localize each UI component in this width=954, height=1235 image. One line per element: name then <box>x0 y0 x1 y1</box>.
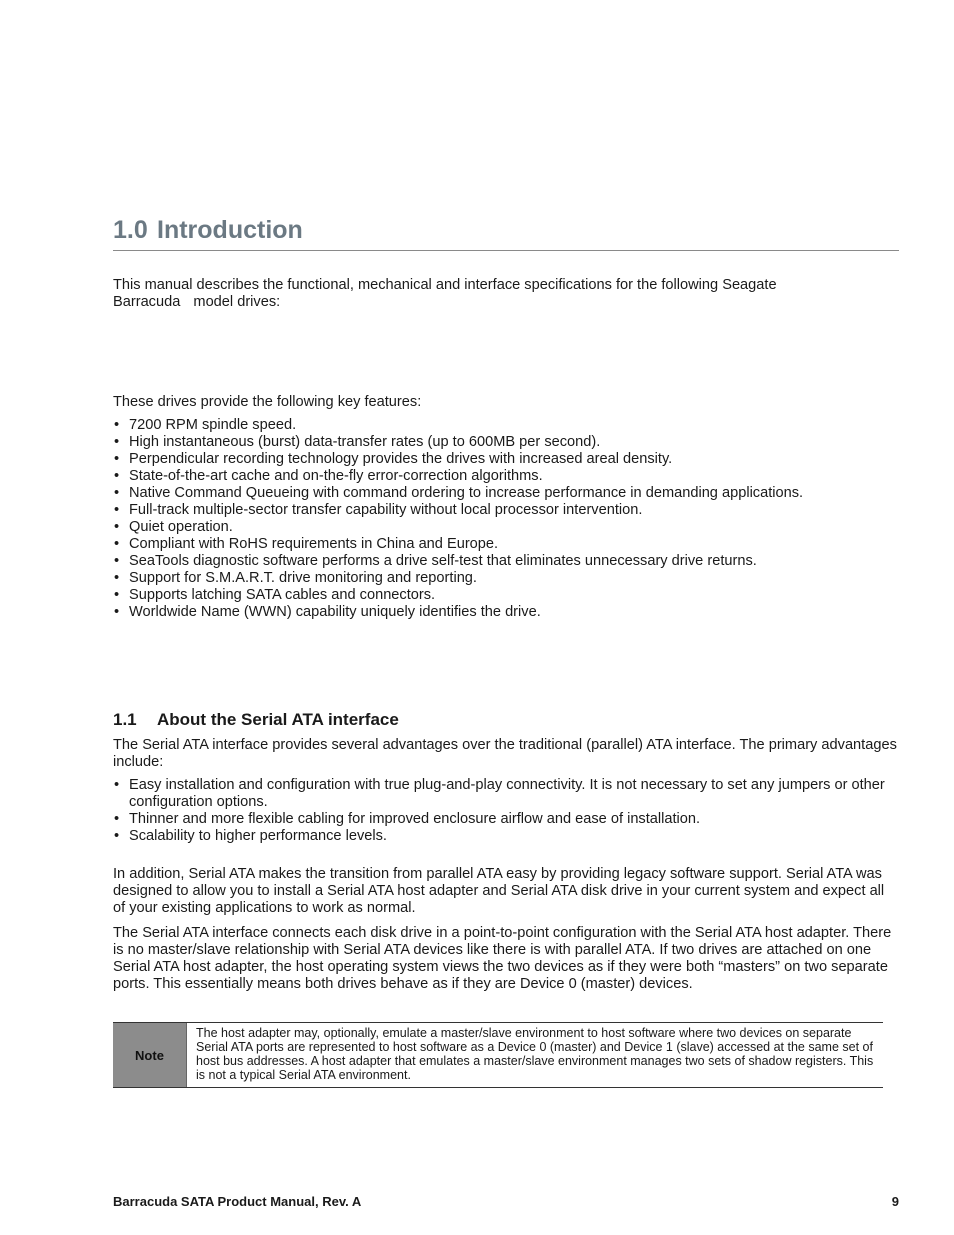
subsection-number: 1.1 <box>113 710 137 729</box>
intro-line-2b: model drives: <box>193 294 281 310</box>
list-item: • Scalability to higher performance levels. <box>113 828 899 845</box>
list-item: • Compliant with RoHS requirements in China and Europe. <box>113 536 899 553</box>
list-item: • SeaTools diagnostic software performs a drive self-test that eliminates unnecessary drive returns. <box>113 553 899 570</box>
subsection-title: About the Serial ATA interface <box>157 710 399 729</box>
list-item: • Perpendicular recording technology provides the drives with increased areal density. <box>113 451 899 468</box>
note-box <box>113 1022 883 1088</box>
features-lead: These drives provide the following key features: <box>113 394 422 410</box>
legacy-support-paragraph: In addition, Serial ATA makes the transition from parallel ATA easy by providing legacy software support. Serial ATA was designed to allow you to install a Serial ATA host adapter and Serial ATA disk drive in your current system and expect all of your existing applications to work as normal. <box>113 866 885 916</box>
point-to-point-paragraph: The Serial ATA interface connects each disk drive in a point-to-point configuration with the Serial ATA host adapter. There is no master/slave relationship with Serial ATA devices like there is with parallel ATA. If two drives are attached on one Serial ATA host adapter, the host operating system views the two devices as if they were both “masters” on two separate ports. This essentially means both drives behave as if they are Device 0 (master) devices. <box>113 925 892 992</box>
list-item: • Full-track multiple-sector transfer capability without local processor intervention. <box>113 502 899 519</box>
note-text: The host adapter may, optionally, emulate a master/slave environment to host software where two devices on separate Serial ATA ports are represented to host software as a Device 0 (master) and Device 1 (slave) accessed at the same set of host bus addresses. A host adapter that emulates a master/slave environment manages two sets of shadow registers. This is not a typical Serial ATA environment. <box>196 1026 874 1082</box>
note-label: Note <box>113 1023 187 1087</box>
list-item: • Quiet operation. <box>113 519 899 536</box>
intro-line-2a: Barracuda <box>113 294 181 310</box>
section-number: 1.0 <box>113 216 148 244</box>
list-item: • Native Command Queueing with command ordering to increase performance in demanding applications. <box>113 485 899 502</box>
sata-lead-paragraph: The Serial ATA interface provides several advantages over the traditional (parallel) ATA interface. The primary advantages include: <box>113 737 897 770</box>
intro-line-1: This manual describes the functional, mechanical and interface specifications for the following Seagate <box>113 277 777 293</box>
list-item: • Supports latching SATA cables and connectors. <box>113 587 899 604</box>
subsection-heading-sata <box>113 709 399 731</box>
section-title: Introduction <box>157 216 303 244</box>
intro-paragraph <box>113 277 899 311</box>
list-item: • Easy installation and configuration with true plug-and-play connectivity. It is not necessary to set any jumpers or other configuration options. <box>113 777 899 811</box>
section-heading-introduction <box>113 214 899 251</box>
page-number: 9 <box>891 1194 899 1209</box>
list-item: • Worldwide Name (WWN) capability uniquely identifies the drive. <box>113 604 899 621</box>
features-list <box>113 417 899 621</box>
list-item: • Support for S.M.A.R.T. drive monitoring and reporting. <box>113 570 899 587</box>
list-item: • Thinner and more flexible cabling for improved enclosure airflow and ease of installation. <box>113 811 899 828</box>
list-item: • High instantaneous (burst) data-transfer rates (up to 600MB per second). <box>113 434 899 451</box>
list-item: • State-of-the-art cache and on-the-fly error-correction algorithms. <box>113 468 899 485</box>
sata-advantages-list <box>113 777 899 845</box>
document-page <box>113 0 899 1235</box>
footer-title: Barracuda SATA Product Manual, Rev. A <box>113 1194 362 1209</box>
list-item: • 7200 RPM spindle speed. <box>113 417 899 434</box>
page-footer <box>113 1194 899 1209</box>
